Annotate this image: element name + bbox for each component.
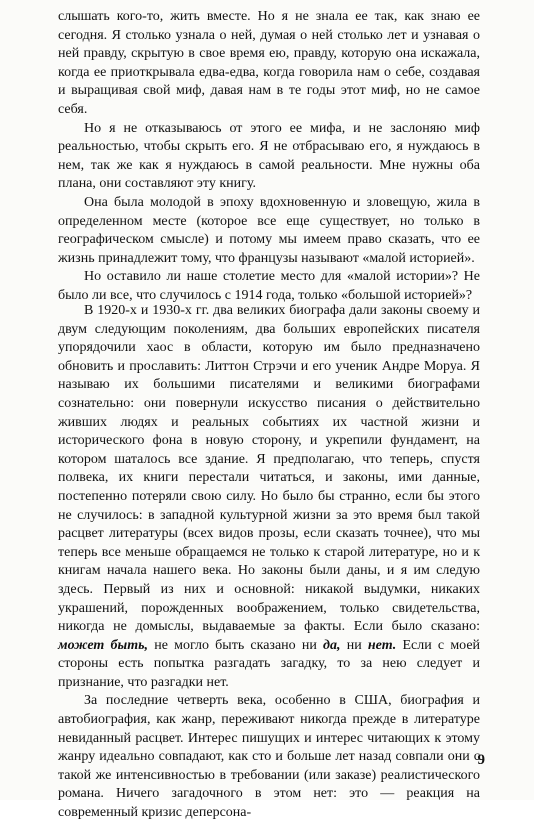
text-run: Если с моей стороны есть попытка разгадать загадку, то за нею следует и признание, что разгадки нет. bbox=[58, 637, 481, 690]
paragraph: За последние четверть века, особенно в США, биография и автобиография, как жанр, переживают никогда прежде в литературе невиданный расцвет. Интерес пишущих и интерес читающих к этому жанру идеально совпадают, как сто и больше лет назад совпали они с такой же интенсивностью в требовании (или заказе) реалистического романа. Ничего загадочного в этом нет: это — реакция на современный кризис деперсона- bbox=[58, 693, 480, 821]
text-section-2 bbox=[58, 302, 480, 823]
emphasis: нет. bbox=[367, 637, 397, 653]
page-number: 9 bbox=[477, 752, 485, 768]
emphasis: может быть, bbox=[58, 637, 148, 653]
paragraph: Она была молодой в эпоху вдохновенную и зловещую, жила в определенном месте (которое все еще существует, но только в географическом смысле) и потому мы имеем право сказать, что ее жизнь принадлежит тому, что французы называют «малой историей». bbox=[58, 194, 480, 266]
text-run: ни bbox=[346, 637, 362, 653]
paragraph: Но оставило ли наше столетие место для «малой истории»? Не было ли все, что случилось с 1914 года, только «большой историей»? bbox=[58, 269, 480, 303]
paragraph: слышать кого-то, жить вместе. Но я не знала ее так, как знаю ее сегодня. Я столько узнала о ней, думая о ней столько лет и узнавая о ней правду, скрытую в свое время ею, правду, которую она искажала, когда ее приоткрывала едва-едва, когда говорила нам о себе, создавая и выращивая свой миф, давая нам в те годы этот миф, но не самое себя. bbox=[58, 9, 480, 117]
text-section-1 bbox=[58, 8, 480, 306]
paragraph: Но я не отказываюсь от этого ее мифа, и не заслоняю миф реальностью, чтобы скрыть его. Я не отбрасываю его, я нуждаюсь в нем, так же как я нуждаюсь в самой реальности. Мне нужны оба плана, они составляют эту книгу. bbox=[58, 120, 480, 192]
emphasis: да, bbox=[323, 637, 341, 653]
paragraph bbox=[58, 302, 480, 692]
text-run: не могло быть сказано ни bbox=[154, 637, 317, 653]
text-run: В 1920-х и 1930-х гг. два великих биографа дали законы своему и двум следующим поколениям, два больших европейских писателя упорядочили хаос в области, которую им было предназначено обновить и прославить: Литтон Стрэчи и его ученик Андре Моруа. Я называю их большими писателями и великими биографами сознательно: они повернули искусство писания о действительно живших людях и реальных событиях их частной жизни и исторического фона в новую сторону, и укрепили фундамент, на котором шаталось все здание. Я предполагаю, что теперь, спустя полвека, их книги перестали читаться, и законы, ими данные, постепенно потеряли свою силу. Но было бы странно, если бы этого не случилось: в западной культурной жизни за это время был такой расцвет литературы (всех видов прозы, если сказать точнее), что мы теперь все меньше обращаемся не только к старой литературе, но и к книгам начала нашего века. Но законы были даны, и я им следую здесь. Первый из них и основной: никакой выдумки, никаких украшений, порожденных воображением, только свидетельства, никогда не домыслы, выдаваемые за факты. Если было сказано: bbox=[58, 303, 480, 635]
